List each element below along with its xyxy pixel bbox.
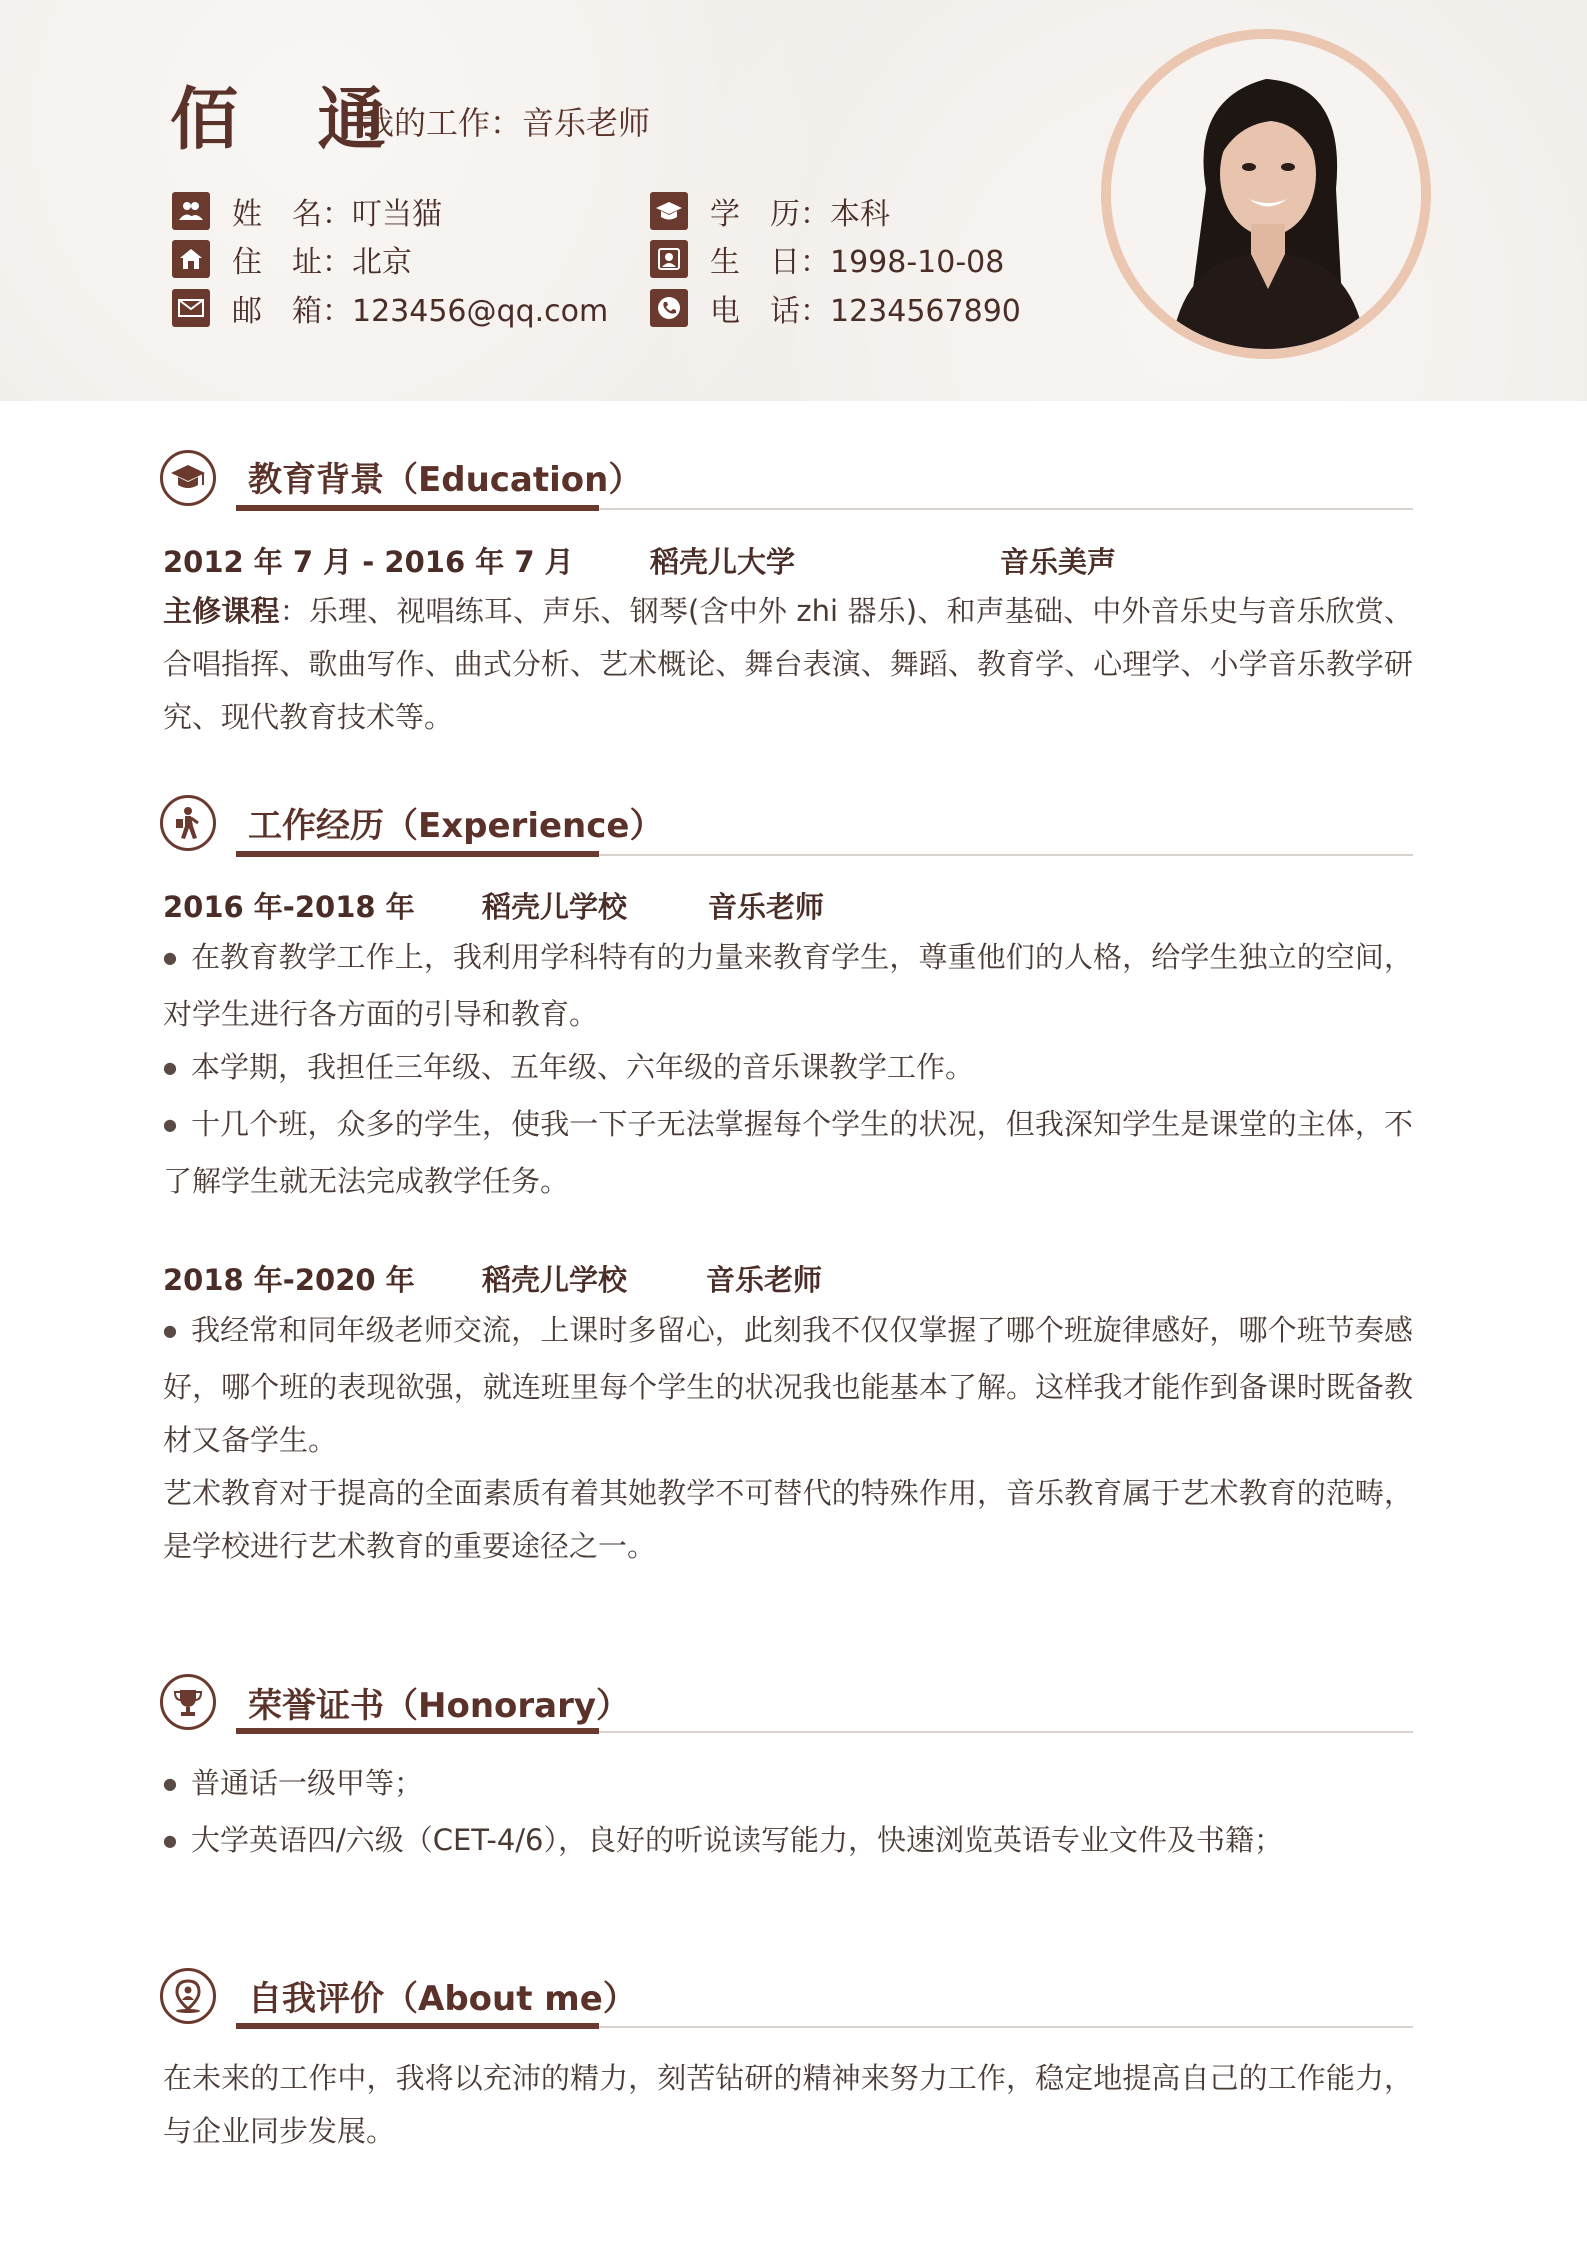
info-phone: 电 话：1234567890 bbox=[710, 294, 1021, 329]
info-phone-row bbox=[650, 288, 1021, 328]
job1-period: 2016 年-2018 年 bbox=[163, 890, 415, 924]
info-birthday-row bbox=[650, 239, 1004, 279]
job1-bullets bbox=[163, 931, 1413, 1208]
section-honors-title: 荣誉证书（Honorary） bbox=[248, 1686, 631, 1726]
courses-label: 主修课程 bbox=[163, 594, 280, 628]
section-experience-underline bbox=[236, 851, 599, 857]
id-card-icon bbox=[650, 240, 688, 278]
honors-list bbox=[163, 1757, 1413, 1871]
section-experience-title: 工作经历（Experience） bbox=[248, 806, 664, 846]
info-address-row bbox=[172, 239, 412, 279]
section-education-title: 教育背景（Education） bbox=[248, 460, 643, 500]
walking-person-icon bbox=[173, 806, 203, 840]
trophy-icon bbox=[172, 1686, 204, 1718]
section-honors-icon bbox=[160, 1674, 216, 1730]
candidate-name: 佰 通 bbox=[170, 81, 414, 160]
info-education: 学 历：本科 bbox=[710, 197, 890, 232]
location-person-icon bbox=[173, 1979, 203, 2013]
job1-company: 稻壳儿学校 bbox=[482, 890, 628, 924]
education-courses bbox=[163, 585, 1413, 744]
job2-note: 艺术教育对于提高的全面素质有着其她教学不可替代的特殊作用，音乐教育属于艺术教育的范畴，是学校进行艺术教育的重要途径之一。 bbox=[163, 1476, 1413, 1563]
job1-role: 音乐老师 bbox=[708, 890, 825, 924]
section-about-title: 自我评价（About me） bbox=[248, 1979, 637, 2019]
job2-company: 稻壳儿学校 bbox=[482, 1263, 628, 1297]
info-email: 邮 箱：123456@qq.com bbox=[232, 294, 609, 329]
job1-bullet: ● 在教育教学工作上，我利用学科特有的力量来教育学生，尊重他们的人格，给学生独立的空间，对学生进行各方面的引导和教育。 bbox=[163, 931, 1413, 1041]
info-email-row bbox=[172, 288, 608, 328]
info-education-row bbox=[650, 191, 890, 231]
info-birthday: 生 日：1998-10-08 bbox=[710, 245, 1005, 280]
graduation-cap-icon bbox=[650, 192, 688, 230]
education-school: 稻壳儿大学 bbox=[650, 545, 796, 579]
job2-bullet: ● 我经常和同年级老师交流，上课时多留心，此刻我不仅仅掌握了哪个班旋律感好，哪个班节奏感好，哪个班的表现欲强，就连班里每个学生的状况我也能基本了解。这样我才能作到备课时既备教材又备学生。 bbox=[163, 1304, 1413, 1467]
info-name: 姓 名：叮当猫 bbox=[232, 197, 442, 232]
envelope-icon bbox=[172, 289, 210, 327]
profile-photo bbox=[1111, 39, 1421, 349]
info-name-row bbox=[172, 191, 442, 231]
job-title: 我的工作：音乐老师 bbox=[362, 104, 651, 142]
home-icon bbox=[172, 240, 210, 278]
portrait-illustration bbox=[1111, 39, 1421, 349]
graduation-cap-icon bbox=[170, 463, 206, 493]
info-address: 住 址：北京 bbox=[232, 245, 412, 280]
job2-bullets bbox=[163, 1304, 1413, 1573]
job2-role: 音乐老师 bbox=[706, 1263, 823, 1297]
section-experience-icon bbox=[160, 795, 216, 851]
job2-period: 2018 年-2020 年 bbox=[163, 1263, 415, 1297]
education-period: 2012 年 7 月 - 2016 年 7 月 bbox=[163, 545, 574, 579]
section-honors-underline bbox=[236, 1728, 599, 1734]
section-about-underline bbox=[236, 2023, 599, 2029]
honor-item: ● 普通话一级甲等； bbox=[163, 1757, 1413, 1814]
honor-item: ● 大学英语四/六级（CET-4/6），良好的听说读写能力，快速浏览英语专业文件及书籍； bbox=[163, 1814, 1413, 1871]
about-text: 在未来的工作中，我将以充沛的精力，刻苦钻研的精神来努力工作，稳定地提高自己的工作能力，与企业同步发展。 bbox=[163, 2061, 1413, 2148]
job1-bullet: ● 本学期，我担任三年级、五年级、六年级的音乐课教学工作。 bbox=[163, 1041, 1413, 1098]
user-group-icon bbox=[172, 192, 210, 230]
section-about-icon bbox=[160, 1968, 216, 2024]
section-education-icon bbox=[160, 450, 216, 506]
courses-text: ：乐理、视唱练耳、声乐、钢琴(含中外 zhi 器乐)、和声基础、中外音乐史与音乐欣赏、合唱指挥、歌曲写作、曲式分析、艺术概论、舞台表演、舞蹈、教育学、心理学、小学音乐教学研究、现代教育技术等。 bbox=[163, 594, 1413, 734]
phone-icon bbox=[650, 289, 688, 327]
section-education-underline bbox=[236, 505, 599, 511]
job1-bullet: ● 十几个班，众多的学生，使我一下子无法掌握每个学生的状况，但我深知学生是课堂的主体，不了解学生就无法完成教学任务。 bbox=[163, 1098, 1413, 1208]
education-major: 音乐美声 bbox=[1000, 545, 1117, 579]
